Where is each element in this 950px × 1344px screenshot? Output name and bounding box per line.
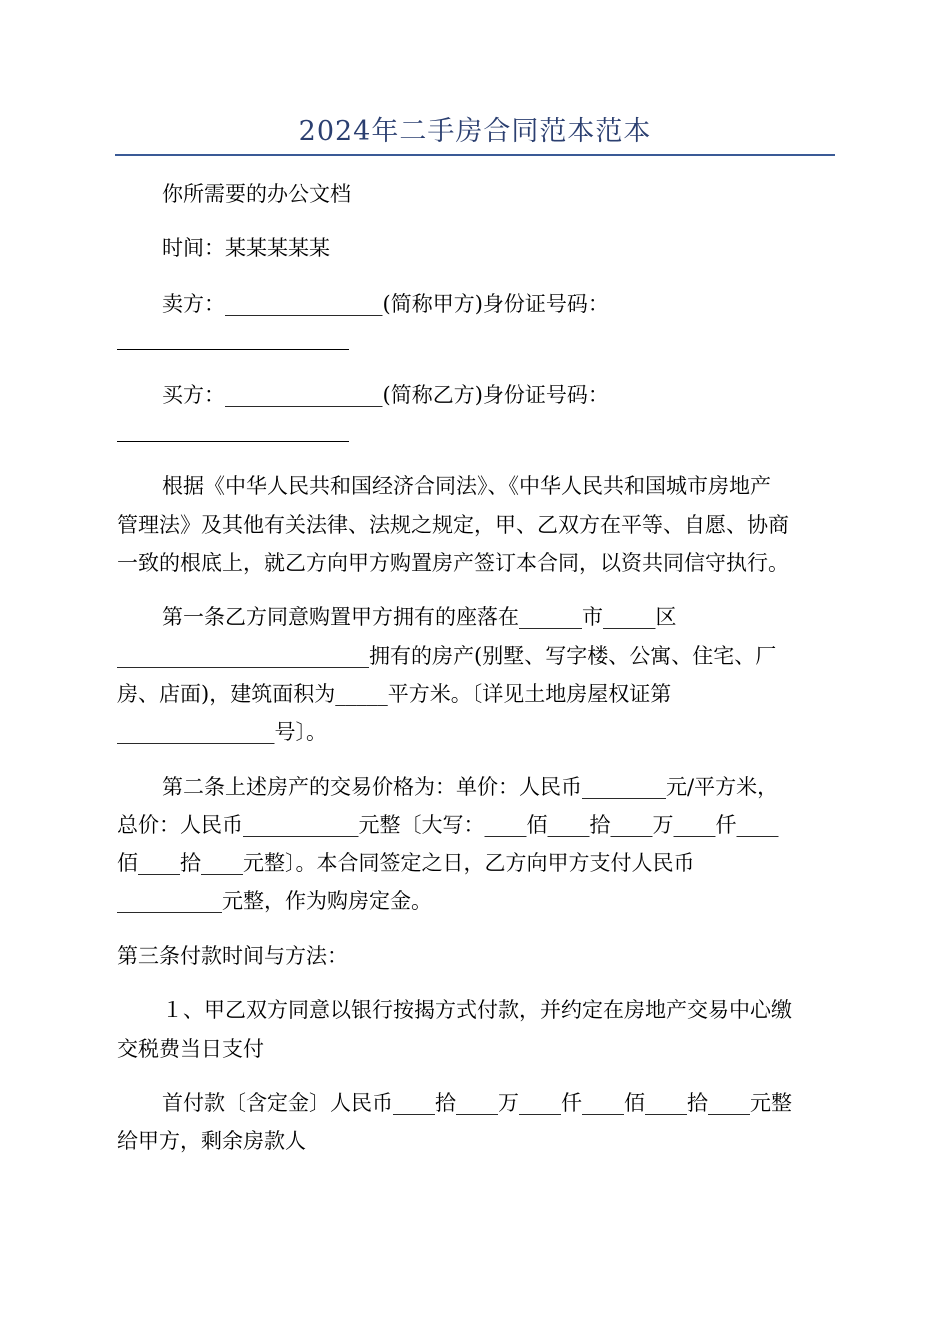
article-1-line: _______________号〕。 xyxy=(117,720,327,744)
document-title: 2024年二手房合同范本范本 xyxy=(298,116,652,147)
seller-id-blank xyxy=(117,349,349,350)
buyer-line: 买方：_______________(简称乙方)身份证号码： xyxy=(162,383,609,407)
article-1-line: 第一条乙方同意购置甲方拥有的座落在______市_____区 xyxy=(162,605,677,629)
article-2-line: 第二条上述房产的交易价格为：单价：人民币________元/平方米， xyxy=(162,775,779,799)
article-1-line: ________________________拥有的房产(别墅、写字楼、公寓、住宅、厂 xyxy=(117,644,777,668)
article-3-item-line: 交税费当日支付 xyxy=(117,1037,264,1061)
article-2-line: 总价：人民币___________元整〔大写：____佰____拾____万____仟____ xyxy=(117,813,779,837)
paragraph-line: 一致的根底上，就乙方向甲方购置房产签订本合同，以资共同信守执行。 xyxy=(117,551,789,575)
time-line: 时间：某某某某某 xyxy=(162,236,330,260)
down-payment-line: 首付款〔含定金〕人民币____拾____万____仟____佰____拾____元整 xyxy=(162,1091,792,1115)
seller-line: 卖方：_______________(简称甲方)身份证号码： xyxy=(162,292,609,316)
subtitle-line: 你所需要的办公文档 xyxy=(162,182,351,206)
article-2-line: __________元整，作为购房定金。 xyxy=(117,889,432,913)
article-1-line: 房、店面)，建筑面积为_____平方米。〔详见土地房屋权证第 xyxy=(117,682,672,706)
article-3-item-line: １、甲乙双方同意以银行按揭方式付款，并约定在房地产交易中心缴 xyxy=(162,998,792,1022)
paragraph-line: 根据《中华人民共和国经济合同法》、《中华人民共和国城市房地产 xyxy=(162,474,771,498)
paragraph-line: 管理法》及其他有关法律、法规之规定，甲、乙双方在平等、自愿、协商 xyxy=(117,513,789,537)
buyer-id-blank xyxy=(117,441,349,442)
article-2-line: 佰____拾____元整〕。本合同签定之日，乙方向甲方支付人民币 xyxy=(117,851,695,875)
down-payment-line: 给甲方，剩余房款人 xyxy=(117,1129,306,1153)
article-3-heading: 第三条付款时间与方法： xyxy=(117,944,348,968)
title-underline xyxy=(115,154,835,156)
